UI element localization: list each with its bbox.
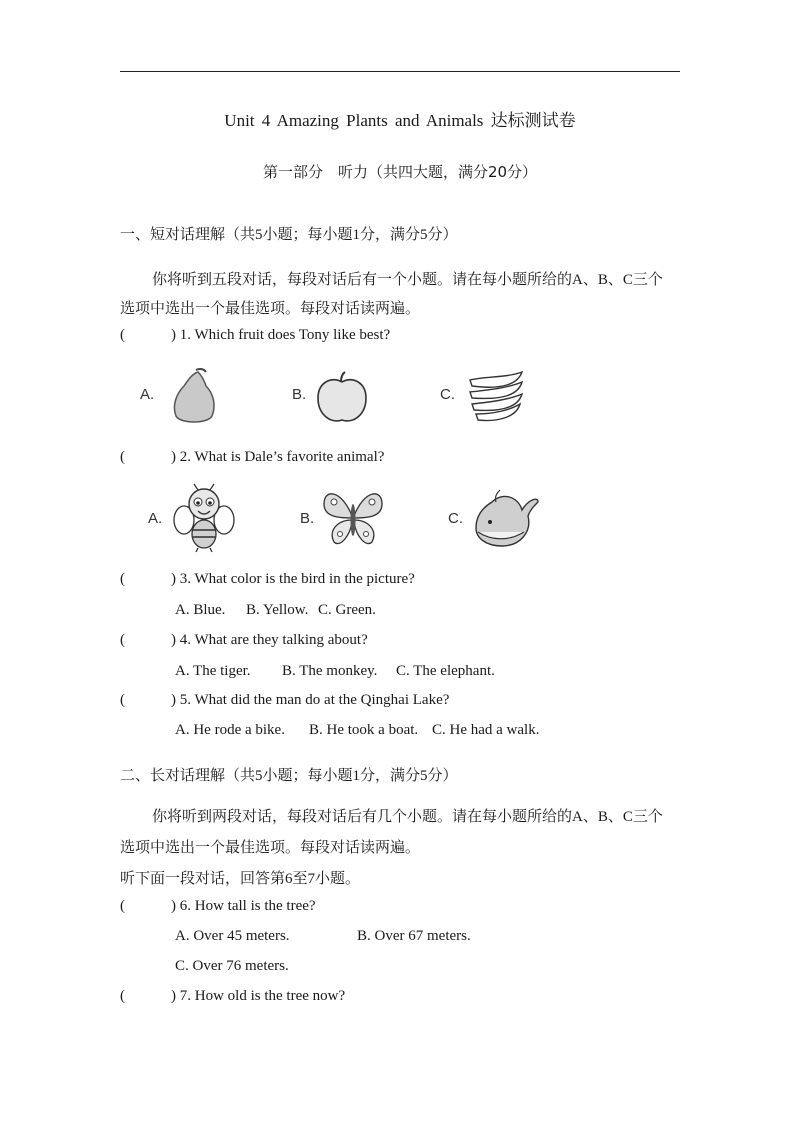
- option-b[interactable]: B. The monkey.: [282, 663, 378, 679]
- answer-paren-open: (: [120, 632, 125, 648]
- answer-paren-open: (: [120, 327, 125, 343]
- answer-paren-close: ): [171, 898, 176, 914]
- part-title: 第一部分 听力（共四大题，满分20分）: [262, 163, 538, 181]
- question-text: 2. What is Dale’s favorite animal?: [179, 449, 385, 465]
- option-a[interactable]: A. He rode a bike.: [175, 722, 285, 738]
- question-4: [120, 632, 368, 649]
- listen-note: 听下面一段对话，回答第6至7小题。: [120, 871, 361, 887]
- answer-paren-close: ): [171, 449, 176, 465]
- question-7: [120, 988, 345, 1005]
- question-text: 5. What did the man do at the Qinghai Lake?: [179, 692, 450, 708]
- pear-icon: [166, 366, 222, 426]
- header-rule: [120, 71, 680, 72]
- option-label-a: A.: [140, 386, 155, 403]
- answer-paren-close: ): [171, 692, 176, 708]
- apple-icon: [314, 370, 370, 426]
- question-2: [120, 449, 384, 466]
- option-label-b: B.: [292, 386, 307, 403]
- answer-paren-open: (: [120, 692, 125, 708]
- section1-score: （共5小题；每小题1分，满分5分）: [225, 227, 458, 243]
- question-6: [120, 898, 316, 915]
- option-label-c: C.: [440, 386, 455, 403]
- bananas-icon: [466, 370, 526, 422]
- section1-heading: 一、短对话理解: [120, 225, 226, 243]
- section1-heading-row: [120, 223, 458, 244]
- section1-instructions-line2: 选项中选出一个最佳选项。每段对话读两遍。: [120, 301, 421, 317]
- section2-instructions-line1: 你将听到两段对话，每段对话后有几个小题。请在每小题所给的A、B、C三个: [152, 809, 663, 825]
- option-label-c: C.: [448, 510, 463, 527]
- option-c[interactable]: C. He had a walk.: [432, 722, 540, 738]
- option-label-b: B.: [300, 510, 315, 527]
- option-b[interactable]: B. Over 67 meters.: [357, 928, 471, 944]
- answer-paren-close: ): [171, 327, 176, 343]
- section1-instructions-line1: 你将听到五段对话，每段对话后有一个小题。请在每小题所给的A、B、C三个: [152, 272, 663, 288]
- bee-icon: [172, 482, 236, 554]
- question-text: 6. How tall is the tree?: [179, 898, 316, 914]
- option-a[interactable]: A. Over 45 meters.: [175, 928, 290, 944]
- whale-icon: [472, 488, 542, 550]
- option-b[interactable]: B. Yellow.: [246, 602, 309, 618]
- section2-instructions-line2: 选项中选出一个最佳选项。每段对话读两遍。: [120, 840, 421, 856]
- section2-heading: 二、长对话理解: [120, 766, 226, 784]
- option-label-a: A.: [148, 510, 163, 527]
- question-text: 1. Which fruit does Tony like best?: [179, 327, 391, 343]
- answer-paren-close: ): [171, 632, 176, 648]
- answer-paren-close: ): [171, 571, 176, 587]
- butterfly-icon: [320, 486, 386, 552]
- question-text: 3. What color is the bird in the picture?: [179, 571, 415, 587]
- question-5: [120, 692, 449, 709]
- answer-paren-open: (: [120, 988, 125, 1004]
- question-3: [120, 571, 415, 588]
- page-title: Unit 4 Amazing Plants and Animals 达标测试卷: [224, 111, 576, 130]
- option-a[interactable]: A. The tiger.: [175, 663, 251, 679]
- option-c[interactable]: C. Over 76 meters.: [175, 958, 289, 974]
- answer-paren-open: (: [120, 898, 125, 914]
- answer-paren-open: (: [120, 449, 125, 465]
- option-b[interactable]: B. He took a boat.: [309, 722, 419, 738]
- option-c[interactable]: C. The elephant.: [396, 663, 495, 679]
- section2-heading-row: [120, 764, 458, 785]
- option-c[interactable]: C. Green.: [318, 602, 376, 618]
- option-a[interactable]: A. Blue.: [175, 602, 226, 618]
- section2-score: （共5小题；每小题1分，满分5分）: [225, 768, 458, 784]
- question-text: 7. How old is the tree now?: [179, 988, 346, 1004]
- answer-paren-open: (: [120, 571, 125, 587]
- question-1: [120, 327, 390, 344]
- question-text: 4. What are they talking about?: [179, 632, 368, 648]
- answer-paren-close: ): [171, 988, 176, 1004]
